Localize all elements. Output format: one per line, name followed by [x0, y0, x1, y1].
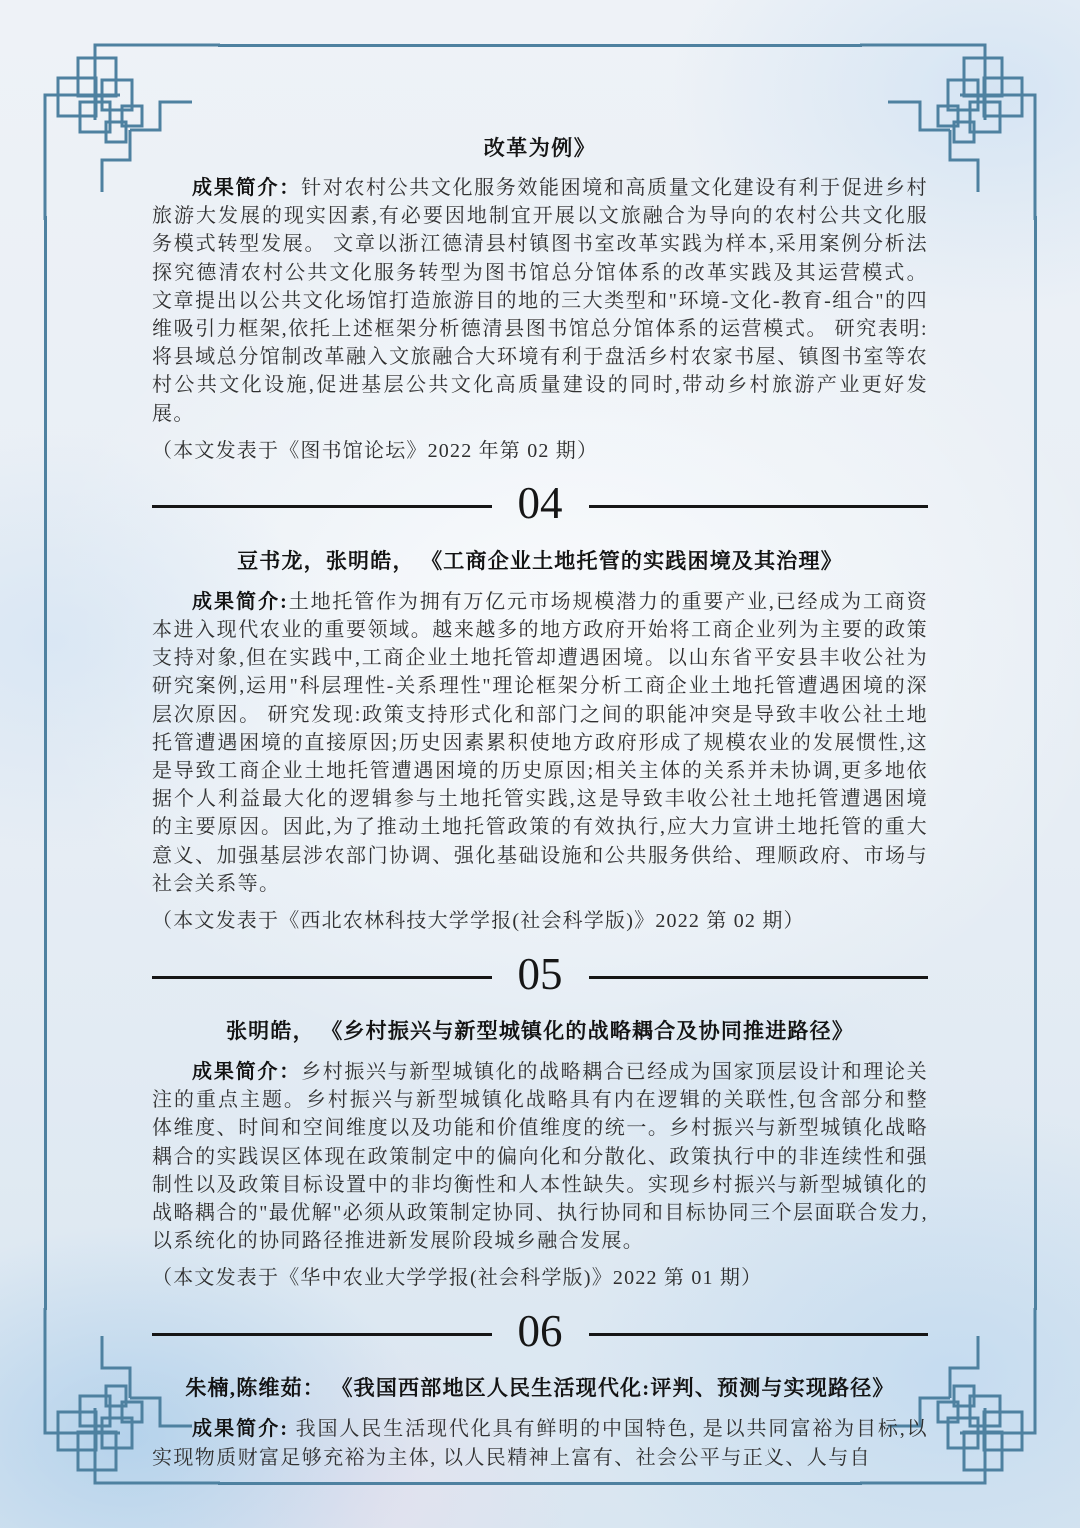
publication-note: （本文发表于《图书馆论坛》2022 年第 02 期） — [152, 439, 599, 462]
divider-line — [152, 505, 492, 508]
intro-label: 成果简介： — [192, 177, 302, 199]
section-divider — [152, 1305, 928, 1359]
publication-note: （本文发表于《华中农业大学学报(社会科学版)》2022 第 01 期） — [152, 1267, 763, 1290]
section-number: 06 — [517, 1305, 563, 1356]
frame-line-bottom — [218, 1482, 862, 1485]
section-title: 朱楠,陈维茹： 《我国西部地区人民生活现代化:评判、预测与实现路径》 — [185, 1376, 895, 1401]
intro-label: 成果简介: — [192, 590, 289, 613]
frame-line-left — [44, 216, 47, 1310]
page-content — [152, 0, 928, 1472]
divider-line — [152, 976, 492, 979]
section-title: 张明皓， 《乡村振兴与新型城镇化的战略耦合及协同推进路径》 — [225, 1019, 855, 1044]
result-intro-paragraph — [152, 1415, 928, 1471]
intro-label: 成果简介: — [192, 1418, 296, 1441]
section-divider — [152, 478, 928, 532]
divider-line — [589, 505, 929, 508]
section-number: 05 — [517, 948, 563, 999]
section-divider — [152, 948, 928, 1002]
intro-body: 我国人民生活现代化具有鲜明的中国特色, 是以共同富裕为目标,以实现物质财富足够充裕为主体, 以人民精神上富有、社会公平与正义、人与自 — [152, 1418, 928, 1469]
publication-note: （本文发表于《西北农林科技大学学报(社会科学版)》2022 第 02 期） — [152, 910, 805, 933]
divider-line — [589, 976, 929, 979]
intro-body: 针对农村公共文化服务效能困境和高质量文化建设有利于促进乡村旅游大发展的现实因素,有必要因地制宜开展以文旅融合为导向的农村公共文化服务模式转型发展。 文章以浙江德清县村镇图书室改革实践为样本,采用案例分析法探究德清农村公共文化服务转型为图书馆总分馆体系的改革实践及其运营模式。 文章提出以公共文化场馆打造旅游目的地的三大类型和"环境-文化-教育-组合"的四维吸引力框架,依托上述框架分析德清县图书馆总分馆体系的运营模式。 研究表明:将县域总分馆制改革融入文旅融合大环境有利于盘活乡村农家书屋、镇图书室等农村公共文化设施,促进基层公共文化高质量建设的同时,带动乡村旅游产业更好发展。 — [152, 177, 928, 425]
intro-body: 乡村振兴与新型城镇化的战略耦合已经成为国家顶层设计和理论关注的重点主题。乡村振兴与新型城镇化战略具有内在逻辑的关联性,包含部分和整体维度、时间和空间维度以及功能和价值维度的统一。乡村振兴与新型城镇化战略耦合的实践误区体现在政策制定中的偏向化和分散化、政策执行中的非连续性和强制性以及政策目标设置中的非均衡性和人本性缺失。实现乡村振兴与新型城镇化的战略耦合的"最优解"必须从政策制定协同、执行协同和目标协同三个层面联合发力,以系统化的协同路径推进新发展阶段城乡融合发展。 — [152, 1061, 928, 1253]
section-title: 豆书龙，张明皓， 《工商企业土地托管的实践困境及其治理》 — [237, 548, 843, 573]
result-intro-paragraph — [152, 588, 928, 898]
continued-title: 改革为例》 — [483, 136, 597, 160]
section-number: 04 — [517, 478, 563, 529]
result-intro-paragraph — [152, 1058, 928, 1255]
divider-line — [589, 1333, 929, 1336]
intro-body: 土地托管作为拥有万亿元市场规模潜力的重要产业,已经成为工商资本进入现代农业的重要领域。越来越多的地方政府开始将工商企业列为主要的政策支持对象,但在实践中,工商企业土地托管却遭遇困境。以山东省平安县丰收公社为研究案例,运用"科层理性-关系理性"理论框架分析工商企业土地托管遭遇困境的深层次原因。 研究发现:政策支持形式化和部门之间的职能冲突是导致丰收公社土地托管遭遇困境的直接原因;历史因素累积使地方政府形成了规模农业的发展惯性,这是导致工商企业土地托管遭遇困境的历史原因;相关主体的关系并未协调,更多地依据个人利益最大化的逻辑参与土地托管实践,这是导致丰收公社土地托管遭遇困境的主要原因。因此,为了推动土地托管政策的有效执行,应大力宣讲土地托管的重大意义、加强基层涉农部门协调、强化基础设施和公共服务供给、理顺政府、市场与社会关系等。 — [152, 590, 929, 895]
frame-line-right — [1034, 216, 1037, 1310]
intro-label: 成果简介： — [192, 1061, 302, 1084]
divider-line — [152, 1333, 492, 1336]
result-intro-paragraph — [152, 174, 928, 428]
